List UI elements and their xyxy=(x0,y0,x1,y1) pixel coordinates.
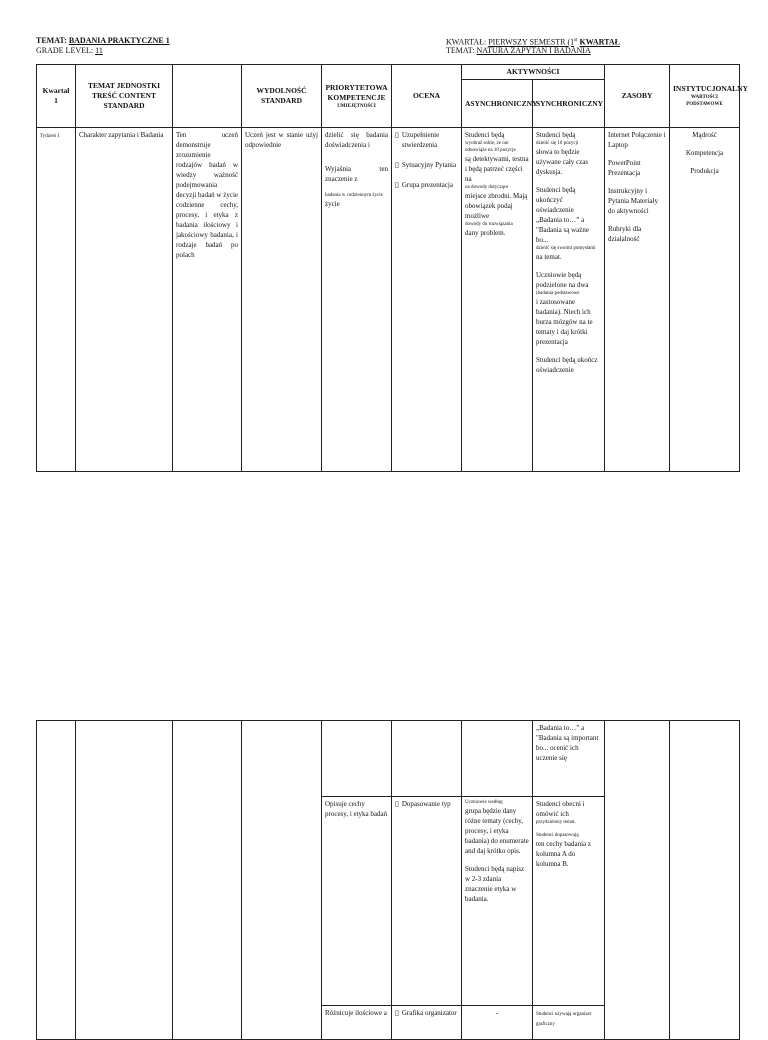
cell-performance: Uczeń jest w stanie użyj odpowiednie xyxy=(242,128,322,472)
col-wydolnosc: WYDOLNOŚĆ STANDARD xyxy=(242,65,322,128)
cell-resources xyxy=(605,721,670,1040)
page-topic: TEMAT: BADANIA PRAKTYCZNE 1 xyxy=(36,36,170,45)
cell-assessment xyxy=(392,1006,462,1040)
cell-resources: Internet Połączenie i Laptop PowerPoint Prezentacja Instrukcyjny i Pytania Materiały do aktywności Rubryki dla działalność xyxy=(605,128,670,472)
assessment-item: ▯ Grafika organizator xyxy=(395,1009,457,1017)
cell-assessment xyxy=(392,721,462,797)
cell-assessment xyxy=(392,128,462,472)
cell-asynch: Studenci będą wyobraź sobie, że oni odnowiąże na 10 pozycje są detektywami, testna i będą patrzeć części na na dowody dotyczące miejsce zbrodni. Mają obowiązek podaj możliwe dowody do rozwiązania dany problem. xyxy=(462,128,533,472)
cell-synch: „Badania to…” a "Badania są important bo... ocenić ich uczenie się xyxy=(533,721,605,797)
assessment-item: ▯ Sytuacyjny Pytania xyxy=(395,161,457,169)
cell-asynch: Uczniowie według grupa będzie dany różne tematy (cechy, procesy, i etyka badania) do enumerate and daj krótko opis. Studenci będą napisz w 2-3 zdania znaczenie etyka w badania. xyxy=(462,797,533,1006)
cell-week: Tydzień 1 xyxy=(37,128,76,472)
col-synch: SYNCHRONICZNY xyxy=(533,80,605,128)
quarter: KWARTAŁ: PIERWSZY SEMESTR (1st KWARTAŁ xyxy=(446,37,620,47)
col-aktywnosci: AKTYWNOŚCI xyxy=(462,65,605,80)
cell-assessment xyxy=(392,797,462,1006)
cell-synch: Studenci używają organizer graficzny xyxy=(533,1006,605,1040)
cell-competencies: Różnicuje ilościowe a xyxy=(322,1006,392,1040)
cell-competencies: dzielić się badania doświadczenia i Wyjaśnia ten znaczenie z badania w codziennym życie życie xyxy=(322,128,392,472)
lesson-plan-table xyxy=(36,64,749,472)
cell-topic: Charakter zapytania i Badania xyxy=(76,128,173,472)
col-ocena: OCENA xyxy=(392,65,462,128)
assessment-item: ▯ Dopasowanie typ xyxy=(395,800,451,808)
quarter-topic: TEMAT: NATURA ZAPYTAŃ I BADANIA xyxy=(446,46,591,55)
lesson-plan-table-continued xyxy=(36,720,740,1040)
col-temat: TEMAT JEDNOSTKI TREŚĆ CONTENT STANDARD xyxy=(76,65,173,128)
col-instytucjonalny: INSTYTUCJONALNY WARTOŚCI PODSTAWOWE xyxy=(670,65,740,128)
assessment-item: ▯ Grupa prezentacja xyxy=(395,181,453,189)
cell-asynch: - xyxy=(462,1006,533,1040)
col-kwartal: Kwartał 1 xyxy=(37,65,76,128)
cell-topic xyxy=(76,721,173,1040)
cell-content-standard xyxy=(173,721,242,1040)
assessment-item: ▯ Uzupełnienie stwierdzenia xyxy=(395,131,440,149)
cell-asynch xyxy=(462,721,533,797)
cell-synch: Studenci będą dzielić się 10 pozycji słowa to będzie używane cały czas dyskusja. Studenci będą ukończyć oświadczenie „Badania to…” a "Badania są ważne bo... dzielić się swoimi pomysłami na temat. Uczniowie będą podzielone na dwa (badania podstawowe i zastosowane badania). Niech ich burza mózgów na te tematy i daj krótki prezentacja Studenci będą ukończ oświadczenie xyxy=(533,128,605,472)
grade-level: GRADE LEVEL: 11 xyxy=(36,46,103,55)
col-content xyxy=(173,65,242,128)
cell-competencies: Opisuje cechy procesy, i etyka badań xyxy=(322,797,392,1006)
col-priorytet: PRIORYTETOWA KOMPETENCJE UMIEJĘTNOŚCI xyxy=(322,65,392,128)
cell-synch: Studenci obecni i omówić ich przydzielony temat. Studenci dopasowują ten cechy badania z kolumna A do kolumna B. xyxy=(533,797,605,1006)
cell-core-values xyxy=(670,721,740,1040)
cell-competencies xyxy=(322,721,392,797)
col-zasoby: ZASOBY xyxy=(605,65,670,128)
cell-performance xyxy=(242,721,322,1040)
cell-content-standard: Ten uczeń demonstruje zrozumienie rodzajów badań w wiedzy ważność podejmowania decyzji badań w życie codzienne cechy, procesy, i etyka z badania ilościowy i jakościowy badania, i rodzaje badań po polach xyxy=(173,128,242,472)
col-asynch: ASYNCHRONICZNY xyxy=(462,80,533,128)
cell-week xyxy=(37,721,76,1040)
cell-core-values: Mądrość Kompetencja Produkcja xyxy=(670,128,740,472)
